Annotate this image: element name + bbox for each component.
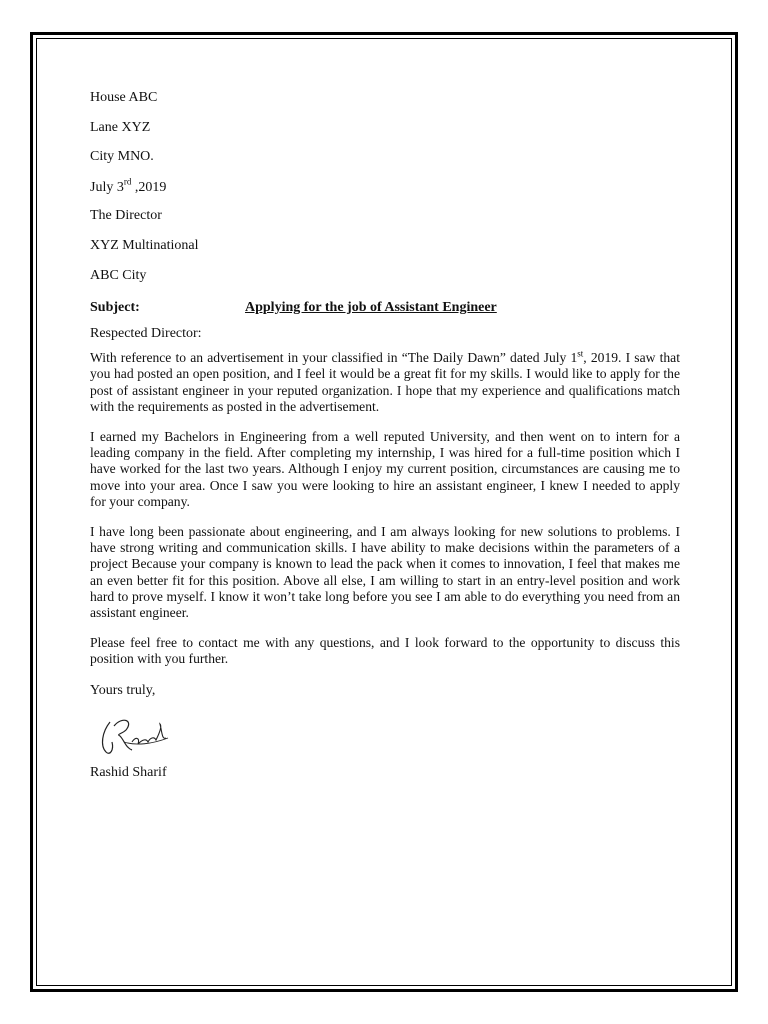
letter-body — [90, 88, 680, 782]
address-line-1: House ABC — [90, 90, 158, 105]
paragraph-3: I have long been passionate about engineering, and I am always looking for new solutions to problems. I have strong writing and communication skills. I have ability to make decisions within the parameters of a project Because your company is known to lead the pack when it comes to innovation, I feel that makes me an even better fit for this position. Above all else, I am willing to start in an entry-level position and work hard to prove myself. I know it won’t take long before you see I am able to do everything you need from an assistant engineer. — [90, 523, 680, 620]
recipient-company: XYZ Multinational — [90, 237, 199, 253]
recipient-city: ABC City — [90, 267, 147, 283]
subject-line — [90, 295, 680, 322]
signature — [90, 712, 680, 764]
salutation: Respected Director: — [90, 326, 202, 342]
signature-graphic — [96, 712, 186, 760]
signer-name: Rashid Sharif — [90, 764, 167, 780]
subject-text: Applying for the job of Assistant Engineer — [245, 300, 497, 316]
subject-label: Subject: — [90, 300, 140, 316]
paragraph-2: I earned my Bachelors in Engineering from a well reputed University, and then went on to intern for a leading company in the field. After completing my internship, I was hired for a full-time position which I have worked for the last two years. Although I enjoy my current position, circumstances are causing me to move into your area. Once I saw you were looking to hire an assistant engineer, I knew I needed to apply for your company. — [90, 428, 680, 509]
address-line-2: Lane XYZ — [90, 119, 151, 135]
paragraph-1: With reference to an advertisement in your classified in “The Daily Dawn” dated July 1st, 2019. I saw that you had posted an open position, and I feel it would be a great fit for my skills. I would like to apply for the post of assistant engineer in your reputed organization. I hope that my experience and qualifications match with the requirements as posted in the advertisement. — [90, 348, 680, 414]
paragraph-4: Please feel free to contact me with any questions, and I look forward to the opportunity to discuss this position with you further. — [90, 635, 680, 667]
recipient-title: The Director — [90, 208, 162, 224]
address-line-3: City MNO. — [90, 149, 154, 165]
letter-date: July 3rd ,2019 — [90, 176, 167, 195]
closing: Yours truly, — [90, 682, 156, 698]
